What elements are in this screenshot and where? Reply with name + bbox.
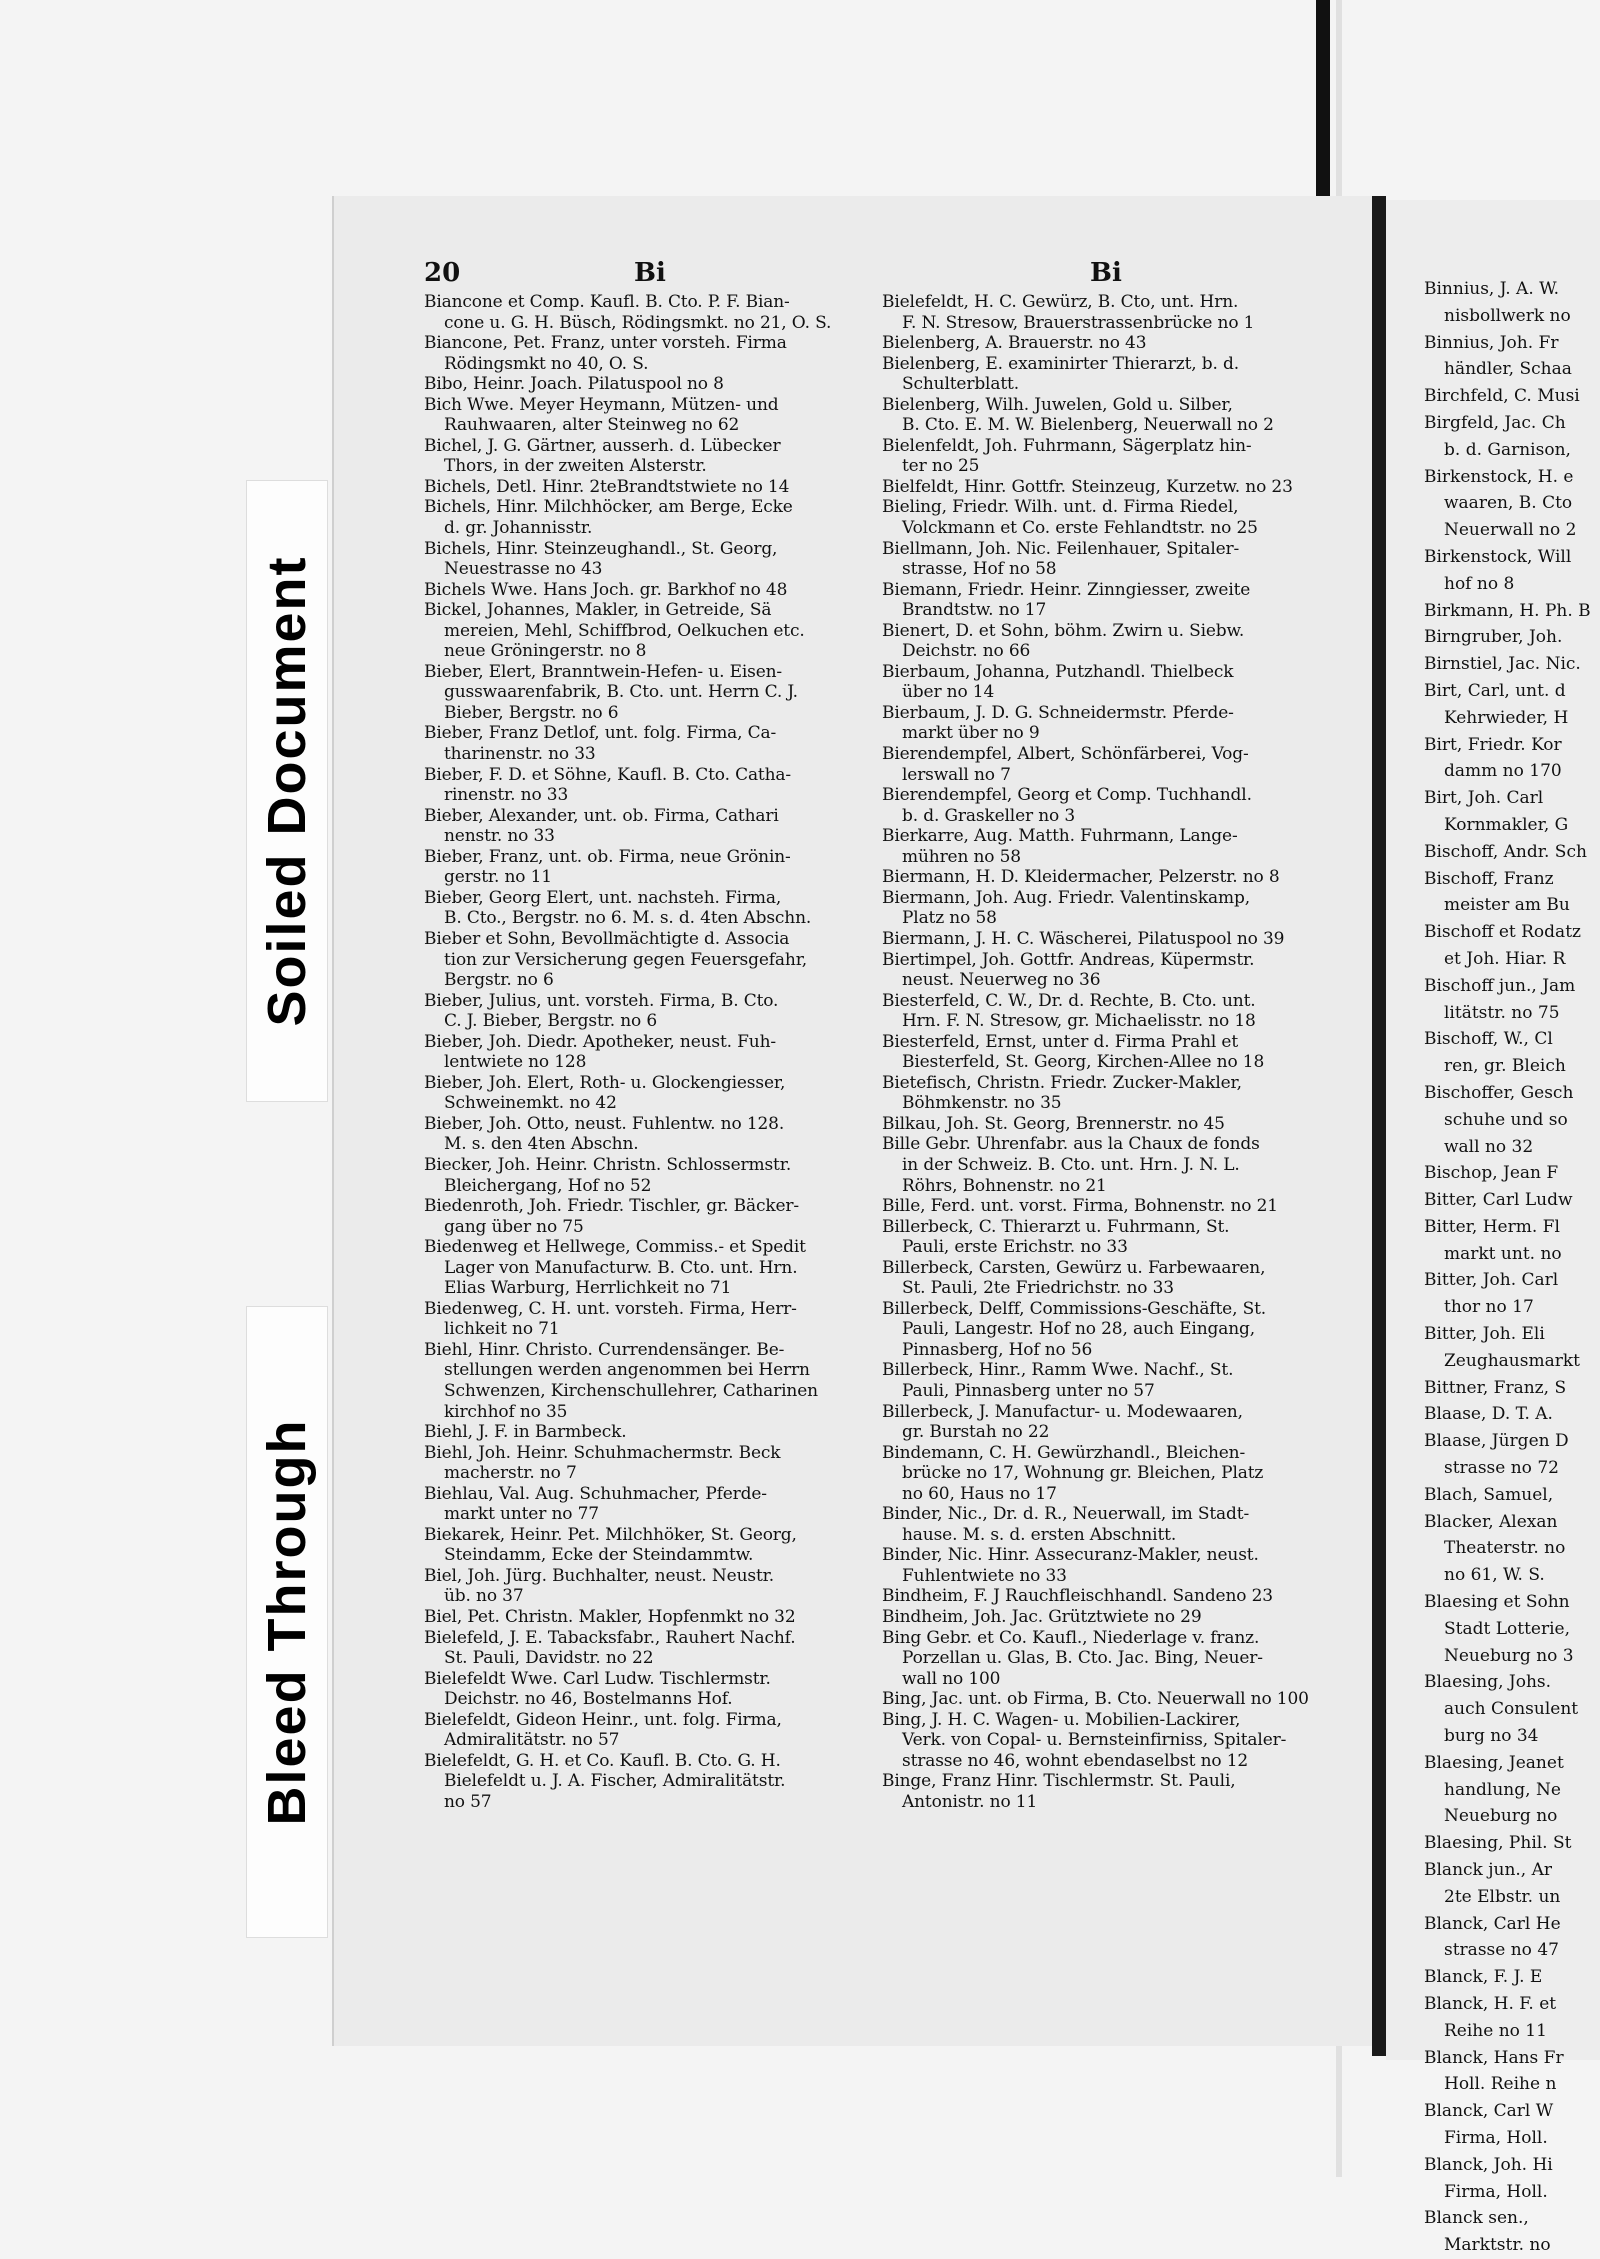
entry-continuation-line: Admiralitätstr. no 57 <box>444 1730 620 1751</box>
entry-continuation-line: Firma, Holl. <box>1444 2127 1548 2148</box>
entry-line: Bing Gebr. et Co. Kaufl., Niederlage v. franz. <box>882 1627 1260 1648</box>
entry-continuation-line: auch Consulent <box>1444 1699 1579 1720</box>
entry-line: Biellmann, Joh. Nic. Feilenhauer, Spitaler- <box>882 538 1240 559</box>
entry-continuation-line: nenstr. no 33 <box>444 826 555 847</box>
entry-line: Biedenroth, Joh. Friedr. Tischler, gr. Bäcker- <box>424 1196 799 1217</box>
entry-continuation-line: Platz no 58 <box>902 908 997 929</box>
entry-continuation-line: handlung, Ne <box>1444 1779 1561 1800</box>
entry-continuation-line: Deichstr. no 46, Bostelmanns Hof. <box>444 1689 733 1710</box>
entry-continuation-line: üb. no 37 <box>444 1586 524 1607</box>
entry-line: Birt, Carl, unt. d <box>1424 680 1566 701</box>
entry-continuation-line: F. N. Stresow, Brauerstrassenbrücke no 1 <box>902 312 1255 333</box>
entry-continuation-line: händler, Schaa <box>1444 359 1572 380</box>
entry-continuation-line: stellungen werden angenommen bei Herrn <box>444 1360 810 1381</box>
entry-line: Biedenweg et Hellwege, Commiss.- et Spedit <box>424 1237 806 1258</box>
entry-line: Bichels, Hinr. Milchhöcker, am Berge, Ecke <box>424 497 793 518</box>
entry-line: Bitter, Carl Ludw <box>1424 1190 1573 1211</box>
entry-line: Bichels, Detl. Hinr. 2teBrandtstwiete no 14 <box>424 476 790 497</box>
entry-line: Bilkau, Joh. St. Georg, Brennerstr. no 45 <box>882 1113 1225 1134</box>
entry-continuation-line: Schwenzen, Kirchenschullehrer, Catharinen <box>444 1380 818 1401</box>
entry-line: Bienert, D. et Sohn, böhm. Zwirn u. Siebw. <box>882 620 1245 641</box>
entry-continuation-line: brücke no 17, Wohnung gr. Bleichen, Platz <box>902 1463 1264 1484</box>
entry-continuation-line: Pauli, erste Erichstr. no 33 <box>902 1237 1128 1258</box>
entry-continuation-line: B. Cto. E. M. W. Bielenberg, Neuerwall no 2 <box>902 415 1274 436</box>
entry-continuation-line: Hrn. F. N. Stresow, gr. Michaelisstr. no 18 <box>902 1011 1256 1032</box>
entry-line: Biel, Joh. Jürg. Buchhalter, neust. Neustr. <box>424 1565 774 1586</box>
entry-line: Bieber, Julius, unt. vorsteh. Firma, B. Cto. <box>424 990 779 1011</box>
entry-line: Blaase, D. T. A. <box>1424 1404 1553 1425</box>
entry-continuation-line: damm no 170 <box>1444 761 1562 782</box>
entry-continuation-line: Böhmkenstr. no 35 <box>902 1093 1062 1114</box>
entry-continuation-line: Pinnasberg, Hof no 56 <box>902 1339 1093 1360</box>
entry-line: Bing, Jac. unt. ob Firma, B. Cto. Neuerwall no 100 <box>882 1689 1309 1710</box>
entry-continuation-line: Rauhwaaren, alter Steinweg no 62 <box>444 415 740 436</box>
entry-line: Bielenberg, E. examinirter Thierarzt, b. d. <box>882 353 1239 374</box>
entry-line: Bietefisch, Christn. Friedr. Zucker-Makler, <box>882 1072 1242 1093</box>
entry-line: Biertimpel, Joh. Gottfr. Andreas, Küpermstr. <box>882 949 1255 970</box>
entry-line: Bieber, F. D. et Söhne, Kaufl. B. Cto. Catha- <box>424 764 791 785</box>
entry-continuation-line: no 60, Haus no 17 <box>902 1483 1057 1504</box>
entry-line: Bielenberg, A. Brauerstr. no 43 <box>882 333 1147 354</box>
entry-line: Binnius, J. A. W. <box>1424 279 1560 299</box>
entry-continuation-line: strasse no 46, wohnt ebendaselbst no 12 <box>902 1750 1249 1771</box>
entry-line: Bichels Wwe. Hans Joch. gr. Barkhof no 48 <box>424 579 788 600</box>
entry-line: Bischoff, W., Cl <box>1424 1029 1553 1050</box>
entry-line: Bierendempfel, Albert, Schönfärberei, Vog- <box>882 744 1249 765</box>
entry-continuation-line: Röhrs, Bohnenstr. no 21 <box>902 1175 1107 1196</box>
entry-continuation-line: Bleichergang, Hof no 52 <box>444 1175 652 1196</box>
entry-line: Bierbaum, J. D. G. Schneidermstr. Pferde- <box>882 702 1234 723</box>
entry-continuation-line: Pauli, Langestr. Hof no 28, auch Eingang, <box>902 1319 1256 1340</box>
left-entries-column <box>424 292 879 1812</box>
entry-line: Bieber, Georg Elert, unt. nachsteh. Firma, <box>424 887 782 908</box>
entry-continuation-line: burg no 34 <box>1444 1726 1539 1747</box>
entry-continuation-line: lentwiete no 128 <box>444 1052 587 1073</box>
entry-line: Bindheim, F. J Rauchfleischhandl. Sandeno 23 <box>882 1586 1273 1607</box>
entry-continuation-line: meister am Bu <box>1444 895 1570 916</box>
page-number: 20 <box>424 258 461 288</box>
entry-continuation-line: Neuestrasse no 43 <box>444 559 603 580</box>
entry-continuation-line: Zeughausmarkt <box>1444 1350 1580 1371</box>
entry-line: Blaesing et Sohn <box>1424 1592 1570 1613</box>
entry-line: Biedenweg, C. H. unt. vorsteh. Firma, Herr- <box>424 1298 797 1319</box>
entry-continuation-line: neue Gröningerstr. no 8 <box>444 641 647 662</box>
entry-continuation-line: Neuerwall no 2 <box>1444 520 1577 541</box>
entry-continuation-line: Marktstr. no <box>1444 2235 1551 2256</box>
entry-continuation-line: markt unt. no <box>1444 1243 1562 1264</box>
entry-line: Bischoff, Franz <box>1424 868 1554 889</box>
entry-line: Biecker, Joh. Heinr. Christn. Schlossermstr. <box>424 1154 792 1175</box>
entry-line: Bielefeldt, Gideon Heinr., unt. folg. Firma, <box>424 1709 782 1730</box>
entry-line: Billerbeck, Hinr., Ramm Wwe. Nachf., St. <box>882 1360 1234 1381</box>
entry-continuation-line: Bergstr. no 6 <box>444 970 554 991</box>
entry-line: Bielefeldt Wwe. Carl Ludw. Tischlermstr. <box>424 1668 771 1689</box>
entry-line: Blanck, Joh. Hi <box>1424 2154 1553 2175</box>
entry-line: Bindemann, C. H. Gewürzhandl., Bleichen- <box>882 1442 1246 1463</box>
entry-continuation-line: Fuhlentwiete no 33 <box>902 1565 1067 1586</box>
entry-line: Blach, Samuel, <box>1424 1484 1554 1505</box>
entry-line: Bielefeld, J. E. Tabacksfabr., Rauhert Nachf. <box>424 1627 796 1648</box>
entry-line: Bischoff jun., Jam <box>1424 975 1576 996</box>
entry-line: Bieber, Joh. Diedr. Apotheker, neust. Fuh- <box>424 1031 777 1052</box>
entry-line: Blanck, H. F. et <box>1424 1994 1557 2014</box>
entry-continuation-line: Antonistr. no 11 <box>902 1791 1038 1812</box>
entry-line: Birt, Friedr. Kor <box>1424 734 1562 755</box>
entry-line: Bieber, Franz Detlof, unt. folg. Firma, Ca- <box>424 723 777 744</box>
entry-line: Birkenstock, Will <box>1424 546 1572 567</box>
entry-continuation-line: b. d. Graskeller no 3 <box>902 805 1076 826</box>
entry-continuation-line: wall no 32 <box>1444 1136 1534 1157</box>
entry-line: Biehl, Joh. Heinr. Schuhmachermstr. Beck <box>424 1442 781 1463</box>
entry-continuation-line: gerstr. no 11 <box>444 867 552 888</box>
entry-continuation-line: tion zur Versicherung gegen Feuersgefahr, <box>444 949 808 970</box>
entry-line: Birnstiel, Jac. Nic. <box>1424 654 1581 675</box>
entry-continuation-line: Theaterstr. no <box>1444 1538 1566 1559</box>
entry-continuation-line: nisbollwerk no <box>1444 305 1571 326</box>
entry-continuation-line: schuhe und so <box>1444 1109 1568 1130</box>
entry-continuation-line: in der Schweiz. B. Cto. unt. Hrn. J. N. L. <box>902 1154 1240 1175</box>
entry-continuation-line: hause. M. s. d. ersten Abschnitt. <box>902 1524 1177 1545</box>
entry-continuation-line: über no 14 <box>902 682 995 703</box>
entry-continuation-line: hof no 8 <box>1444 573 1515 594</box>
entry-continuation-line: Holl. Reihe n <box>1444 2074 1557 2095</box>
entry-line: Bitter, Joh. Eli <box>1424 1324 1545 1345</box>
entry-continuation-line: Schweinemkt. no 42 <box>444 1093 617 1114</box>
entry-line: Biehl, Hinr. Christo. Currendensänger. Be- <box>424 1339 785 1360</box>
entry-line: Bieber, Joh. Otto, neust. Fuhlentw. no 128. <box>424 1113 785 1134</box>
entry-line: Bierkarre, Aug. Matth. Fuhrmann, Lange- <box>882 826 1238 847</box>
entry-continuation-line: St. Pauli, Davidstr. no 22 <box>444 1648 654 1669</box>
entry-line: Blaesing, Jeanet <box>1424 1752 1564 1773</box>
entry-line: Birt, Joh. Carl <box>1424 788 1544 809</box>
entry-continuation-line: Kornmakler, G <box>1444 814 1569 835</box>
entry-line: Billerbeck, C. Thierarzt u. Fuhrmann, St. <box>882 1216 1230 1237</box>
entry-line: Biehlau, Val. Aug. Schuhmacher, Pferde- <box>424 1483 767 1504</box>
entry-line: Bierendempfel, Georg et Comp. Tuchhandl. <box>882 785 1252 806</box>
entry-line: Bille Gebr. Uhrenfabr. aus la Chaux de fonds <box>882 1134 1260 1155</box>
entry-continuation-line: Porzellan u. Glas, B. Cto. Jac. Bing, Neuer- <box>902 1648 1263 1669</box>
entry-continuation-line: strasse no 72 <box>1444 1458 1559 1479</box>
entry-continuation-line: no 57 <box>444 1791 492 1812</box>
entry-continuation-line: lerswall no 7 <box>902 764 1011 785</box>
entry-continuation-line: lichkeit no 71 <box>444 1319 560 1340</box>
entry-line: Billerbeck, Delff, Commissions-Geschäfte, St. <box>882 1298 1267 1319</box>
entry-line: Blaase, Jürgen D <box>1424 1431 1569 1452</box>
entry-line: Bibo, Heinr. Joach. Pilatuspool no 8 <box>424 374 724 395</box>
entry-continuation-line: M. s. den 4ten Abschn. <box>444 1134 639 1155</box>
entry-line: Bing, J. H. C. Wagen- u. Mobilien-Lackirer, <box>882 1709 1241 1730</box>
entry-line: Birchfeld, C. Musi <box>1424 386 1580 407</box>
entry-line: Bielefeldt, H. C. Gewürz, B. Cto, unt. Hrn. <box>882 292 1239 312</box>
entry-continuation-line: St. Pauli, 2te Friedrichstr. no 33 <box>902 1278 1174 1299</box>
entry-line: Bittner, Franz, S <box>1424 1377 1567 1398</box>
entry-continuation-line: kirchhof no 35 <box>444 1401 568 1422</box>
entry-line: Bierbaum, Johanna, Putzhandl. Thielbeck <box>882 661 1234 682</box>
right-column-heading: Bi <box>1090 258 1122 288</box>
entry-line: Bieber, Elert, Branntwein-Hefen- u. Eisen- <box>424 661 783 682</box>
entry-line: Binder, Nic., Dr. d. R., Neuerwall, im Stadt- <box>882 1504 1250 1525</box>
soiled-document-stamp <box>246 480 328 1102</box>
entry-line: Bielefeldt, G. H. et Co. Kaufl. B. Cto. G. H. <box>424 1750 781 1771</box>
entry-continuation-line: Rödingsmkt no 40, O. S. <box>444 353 649 374</box>
entry-continuation-line: Kehrwieder, H <box>1444 707 1569 728</box>
entry-continuation-line: Deichstr. no 66 <box>902 641 1031 662</box>
entry-continuation-line: Biesterfeld, St. Georg, Kirchen-Allee no 18 <box>902 1052 1265 1073</box>
entry-continuation-line: Firma, Holl. <box>1444 2181 1548 2202</box>
entry-continuation-line: b. d. Garnison, <box>1444 439 1571 460</box>
entry-line: Biekarek, Heinr. Pet. Milchhöker, St. Georg, <box>424 1524 797 1545</box>
entry-continuation-line: d. gr. Johannisstr. <box>444 518 593 539</box>
entry-line: Biermann, H. D. Kleidermacher, Pelzerstr. no 8 <box>882 867 1280 888</box>
entry-line: Blanck sen., <box>1424 2208 1529 2229</box>
entry-continuation-line: Thors, in der zweiten Alsterstr. <box>444 456 707 477</box>
entry-line: Binder, Nic. Hinr. Assecuranz-Makler, neust. <box>882 1545 1259 1566</box>
entry-continuation-line: Neueburg no <box>1444 1806 1558 1827</box>
entry-line: Blaesing, Johs. <box>1424 1672 1552 1693</box>
entry-line: Bieling, Friedr. Wilh. unt. d. Firma Riedel, <box>882 497 1239 518</box>
entry-continuation-line: thor no 17 <box>1444 1297 1534 1318</box>
entry-line: Birkenstock, H. e <box>1424 466 1574 487</box>
entry-line: Bischoff et Rodatz <box>1424 922 1581 943</box>
entry-line: Bischoffer, Gesch <box>1424 1082 1574 1103</box>
entry-line: Biehl, J. F. in Barmbeck. <box>424 1422 627 1443</box>
entry-continuation-line: C. J. Bieber, Bergstr. no 6 <box>444 1011 658 1032</box>
entry-line: Birngruber, Joh. <box>1424 627 1563 648</box>
entry-line: Bischoff, Andr. Sch <box>1424 841 1587 862</box>
entry-line: Bielenfeldt, Joh. Fuhrmann, Sägerplatz hin- <box>882 435 1252 456</box>
entry-line: Billerbeck, Carsten, Gewürz u. Farbewaaren, <box>882 1257 1266 1278</box>
entry-continuation-line: Schulterblatt. <box>902 374 1019 395</box>
entry-continuation-line: et Joh. Hiar. R <box>1444 948 1566 969</box>
entry-continuation-line: Pauli, Pinnasberg unter no 57 <box>902 1380 1155 1401</box>
entry-line: Biesterfeld, C. W., Dr. d. Rechte, B. Cto. unt. <box>882 990 1256 1011</box>
entry-line: Biesterfeld, Ernst, unter d. Firma Prahl et <box>882 1031 1239 1052</box>
entry-line: Bieber, Franz, unt. ob. Firma, neue Grönin- <box>424 846 791 867</box>
entry-line: Bieber, Alexander, unt. ob. Firma, Cathari <box>424 805 779 826</box>
entry-line: Bielenberg, Wilh. Juwelen, Gold u. Silber, <box>882 394 1233 415</box>
entry-line: Biermann, Joh. Aug. Friedr. Valentinskamp, <box>882 887 1250 908</box>
entry-continuation-line: mereien, Mehl, Schiffbrod, Oelkuchen etc. <box>444 620 805 641</box>
entry-line: Bieber, Joh. Elert, Roth- u. Glockengiesser, <box>424 1072 786 1093</box>
entry-line: Binge, Franz Hinr. Tischlermstr. St. Pauli, <box>882 1771 1236 1792</box>
entry-line: Biel, Pet. Christn. Makler, Hopfenmkt no 32 <box>424 1607 796 1627</box>
entry-continuation-line: ren, gr. Bleich <box>1444 1056 1566 1077</box>
entry-line: Blanck, Carl W <box>1424 2101 1554 2122</box>
entry-line: Bitter, Herm. Fl <box>1424 1216 1560 1237</box>
entry-line: Blanck jun., Ar <box>1424 1860 1553 1881</box>
entry-continuation-line: markt unter no 77 <box>444 1504 599 1525</box>
entry-continuation-line: Brandtstw. no 17 <box>902 600 1047 621</box>
entry-continuation-line: Verk. von Copal- u. Bernsteinfirniss, Spitaler- <box>902 1730 1287 1751</box>
left-column-heading: Bi <box>634 258 666 288</box>
entry-continuation-line: Reihe no 11 <box>1444 2020 1547 2041</box>
entry-line: Bielfeldt, Hinr. Gottfr. Steinzeug, Kurzetw. no 23 <box>882 476 1293 497</box>
entry-continuation-line: rinenstr. no 33 <box>444 785 569 806</box>
entry-line: Bieber et Sohn, Bevollmächtigte d. Associa <box>424 928 790 949</box>
entry-continuation-line: mühren no 58 <box>902 846 1021 867</box>
entry-line: Blanck, Carl He <box>1424 1913 1561 1934</box>
entry-continuation-line: gang über no 75 <box>444 1216 584 1237</box>
entry-continuation-line: strasse no 47 <box>1444 1940 1559 1961</box>
entry-continuation-line: waaren, B. Cto <box>1444 493 1573 514</box>
entry-line: Birkmann, H. Ph. B <box>1424 600 1591 621</box>
entry-continuation-line: Bieber, Bergstr. no 6 <box>444 702 619 723</box>
entry-line: Bille, Ferd. unt. vorst. Firma, Bohnenstr. no 21 <box>882 1196 1278 1217</box>
entry-continuation-line: no 61, W. S. <box>1444 1565 1545 1586</box>
entry-line: Blaesing, Phil. St <box>1424 1833 1572 1854</box>
entry-continuation-line: strasse, Hof no 58 <box>902 559 1057 580</box>
entry-line: Bickel, Johannes, Makler, in Getreide, Sä <box>424 600 772 621</box>
entry-line: Biermann, J. H. C. Wäscherei, Pilatuspool no 39 <box>882 928 1285 949</box>
entry-line: Billerbeck, J. Manufactur- u. Modewaaren, <box>882 1401 1243 1422</box>
bleed-through-stamp <box>246 1306 328 1938</box>
entry-continuation-line: Neueburg no 3 <box>1444 1645 1574 1666</box>
right-entries-column <box>882 292 1337 1812</box>
entry-continuation-line: 2te Elbstr. un <box>1444 1886 1561 1907</box>
entry-continuation-line: neust. Neuerweg no 36 <box>902 970 1101 991</box>
entry-line: Bitter, Joh. Carl <box>1424 1270 1559 1291</box>
entry-line: Biancone, Pet. Franz, unter vorsteh. Firma <box>424 333 787 354</box>
entry-line: Blacker, Alexan <box>1424 1511 1558 1532</box>
entry-line: Biemann, Friedr. Heinr. Zinngiesser, zweite <box>882 579 1251 600</box>
book-gutter <box>1372 196 1386 2056</box>
entry-continuation-line: B. Cto., Bergstr. no 6. M. s. d. 4ten Abschn. <box>444 908 812 929</box>
entry-continuation-line: Bielefeldt u. J. A. Fischer, Admiralitätstr. <box>444 1771 786 1792</box>
entry-line: Bich Wwe. Meyer Heymann, Mützen- und <box>424 394 779 415</box>
entry-continuation-line: markt über no 9 <box>902 723 1040 744</box>
entry-line: Blanck, Hans Fr <box>1424 2047 1564 2068</box>
soiled-document-label: Soiled Document <box>257 555 317 1027</box>
entry-continuation-line: tharinenstr. no 33 <box>444 744 596 765</box>
adjacent-page-entries <box>1424 276 1600 2259</box>
entry-continuation-line: gusswaarenfabrik, B. Cto. unt. Herrn C. J. <box>444 682 798 703</box>
entry-continuation-line: gr. Burstah no 22 <box>902 1422 1050 1443</box>
entry-continuation-line: Steindamm, Ecke der Steindammtw. <box>444 1545 754 1566</box>
entry-continuation-line: macherstr. no 7 <box>444 1463 577 1484</box>
entry-continuation-line: ter no 25 <box>902 456 980 477</box>
entry-line: Binnius, Joh. Fr <box>1424 332 1559 353</box>
entry-continuation-line: litätstr. no 75 <box>1444 1002 1560 1023</box>
entry-continuation-line: wall no 100 <box>902 1668 1001 1689</box>
entry-continuation-line: Elias Warburg, Herrlichkeit no 71 <box>444 1278 732 1299</box>
entry-continuation-line: Stadt Lotterie, <box>1444 1618 1571 1639</box>
entry-line: Bindheim, Joh. Jac. Grütztwiete no 29 <box>882 1607 1202 1627</box>
entry-line: Bischop, Jean F <box>1424 1163 1559 1184</box>
entry-continuation-line: cone u. G. H. Büsch, Rödingsmkt. no 21, O. S. <box>444 312 832 333</box>
entry-line: Bichel, J. G. Gärtner, ausserh. d. Lübecker <box>424 435 781 456</box>
bleed-through-label: Bleed Through <box>257 1418 317 1826</box>
entry-continuation-line: Volckmann et Co. erste Fehlandtstr. no 25 <box>902 518 1258 539</box>
entry-continuation-line: Lager von Manufacturw. B. Cto. unt. Hrn. <box>444 1257 798 1278</box>
entry-line: Blanck, F. J. E <box>1424 1967 1543 1988</box>
entry-line: Birgfeld, Jac. Ch <box>1424 412 1566 433</box>
entry-line: Bichels, Hinr. Steinzeughandl., St. Georg, <box>424 538 778 559</box>
entry-line: Biancone et Comp. Kaufl. B. Cto. P. F. Bian- <box>424 292 790 312</box>
